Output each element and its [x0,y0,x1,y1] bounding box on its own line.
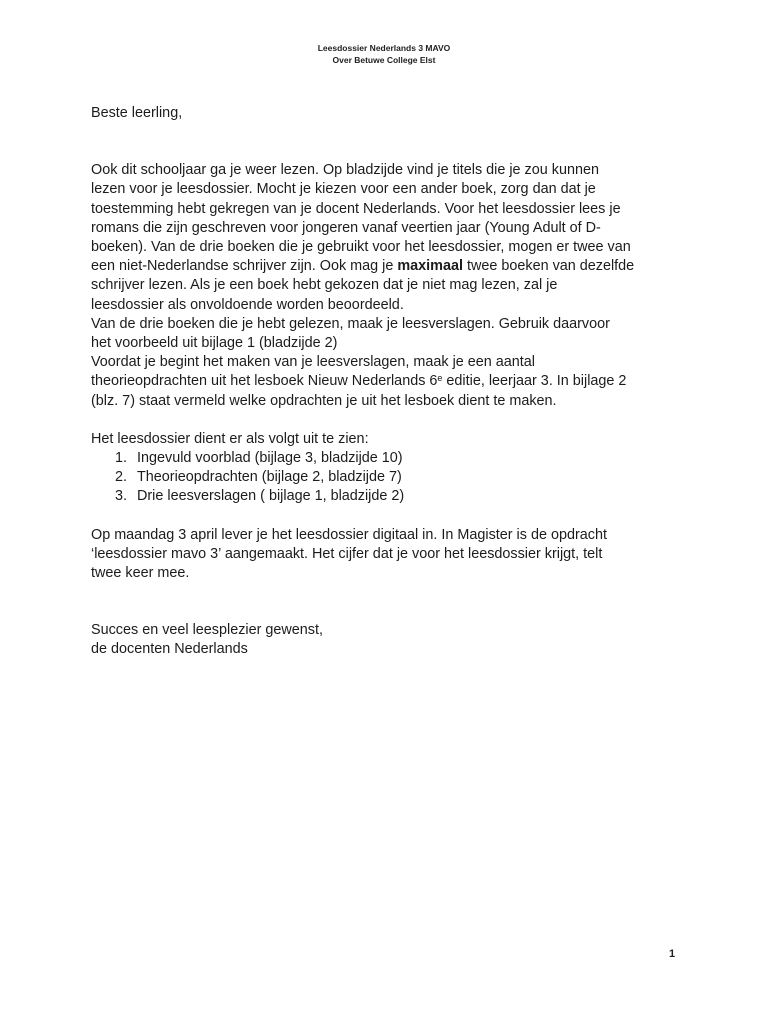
deadline-line: twee keer mee. [91,565,190,582]
letter-body [91,104,691,660]
intro-line [91,257,691,276]
deadline-line: Op maandag 3 april lever je het leesdossier digitaal in. In Magister is de opdracht [91,526,607,543]
deadline-line: ‘leesdossier mavo 3’ aangemaakt. Het cijfer dat je voor het leesdossier krijgt, telt [91,545,603,562]
list-item [115,449,691,468]
intro-line: Voordat je begint het maken van je leesverslagen, maak je een aantal [91,354,536,371]
intro-line: Ook dit schooljaar ga je weer lezen. Op bladzijde vind je titels die je zou kunnen [91,162,599,179]
intro-line-text: twee boeken van dezelfde [466,258,635,275]
intro-line-text: theorieopdrachten uit het lesboek Nieuw Nederlands 6 [91,373,438,390]
list-item-number: 3. [115,488,128,505]
closing [91,621,691,659]
document-header [0,42,768,66]
list-item [115,468,691,487]
intro-line: lezen voor je leesdossier. Mocht je kiezen voor een ander boek, zorg dan dat je [91,181,596,198]
intro-line: boeken). Van de drie boeken die je gebruikt voor het leesdossier, mogen er twee van [91,239,631,256]
intro-line-text: een niet-Nederlandse schrijver zijn. Ook mag je [91,258,394,275]
list-item-number: 1. [115,450,128,467]
ordinal-suffix: e [437,373,443,384]
intro-line: (blz. 7) staat vermeld welke opdrachten je uit het lesboek dient te maken. [91,392,557,409]
list-item-text: Ingevuld voorblad (bijlage 3, bladzijde 10) [137,450,403,467]
intro-line: toestemming hebt gekregen van je docent Nederlands. Voor het leesdossier lees je [91,200,621,217]
intro-line: leesdossier als onvoldoende worden beoordeeld. [91,296,404,313]
intro-line [91,372,691,391]
closing-line: Succes en veel leesplezier gewenst, [91,622,323,639]
intro-line: Van de drie boeken die je hebt gelezen, maak je leesverslagen. Gebruik daarvoor [91,315,610,332]
emphasis-maximaal: maximaal [397,258,463,275]
page-number: 1 [669,948,676,960]
intro-line: het voorbeeld uit bijlage 1 (bladzijde 2) [91,335,338,352]
intro-line: romans die zijn geschreven voor jongeren vanaf veertien jaar (Young Adult of D- [91,219,601,236]
intro-line-text: editie, leerjaar 3. In bijlage 2 [442,373,627,390]
structure-intro: Het leesdossier dient er als volgt uit te zien: [91,430,369,447]
structure-list [91,449,691,507]
list-item-number: 2. [115,469,128,486]
deadline-paragraph [91,526,691,584]
signature: de docenten Nederlands [91,641,248,658]
list-item-text: Drie leesverslagen ( bijlage 1, bladzijde 2) [137,488,405,505]
list-item [115,487,691,506]
intro-line: schrijver lezen. Als je een boek hebt gekozen dat je niet mag lezen, zal je [91,277,558,294]
header-title: Leesdossier Nederlands 3 MAVO [317,43,451,53]
greeting: Beste leerling, [91,105,183,121]
intro-paragraph [91,161,691,411]
list-item-text: Theorieopdrachten (bijlage 2, bladzijde 7) [137,469,402,486]
header-school: Over Betuwe College Elst [332,55,436,65]
